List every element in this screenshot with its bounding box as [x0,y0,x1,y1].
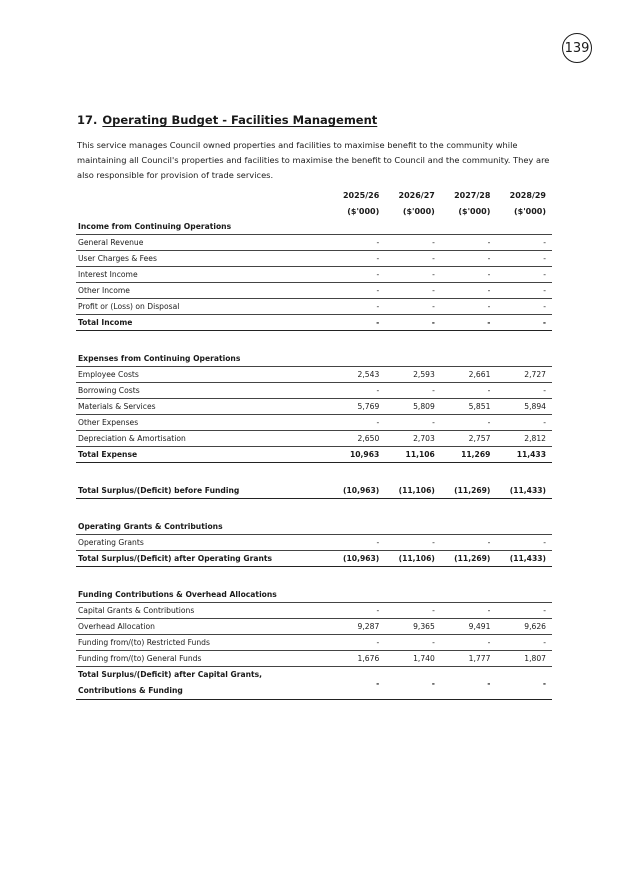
total-label-line: Total Surplus/(Deficit) after Capital Grants, [78,670,263,679]
intro-paragraph: This service manages Council owned properties and facilities to maximise benefit to the community while maintaining all Council's properties and facilities to maximise the benefit to Council and the community. They are also responsible for provision of trade services. [77,140,550,181]
page-number: 139 [562,33,592,63]
table-row: General Revenue - - - - [76,235,552,251]
col-year: 2025/26 [342,190,380,200]
total-row: Total Expense 10,963 11,106 11,269 11,433 [76,447,552,463]
total-row: Total Surplus/(Deficit) before Funding (10,963) (11,106) (11,269) (11,433) [76,483,552,499]
table-row: Employee Costs 2,543 2,593 2,661 2,727 [76,367,552,383]
col-unit: ($'000) [513,206,546,216]
total-label-line: Contributions & Funding [78,686,183,695]
col-year: 2028/29 [509,190,546,200]
col-unit: ($'000) [347,206,380,216]
table-row: Other Expenses - - - - [76,415,552,431]
col-unit: ($'000) [458,206,491,216]
table-row: Other Income - - - - [76,283,552,299]
section-title: Operating Budget - Facilities Management [102,113,378,127]
section-header-row: Income from Continuing Operations [76,219,552,235]
section-header-row: Expenses from Continuing Operations [76,351,552,367]
section-heading [77,113,377,127]
table-row: Profit or (Loss) on Disposal - - - - [76,299,552,315]
table-row: Overhead Allocation 9,287 9,365 9,491 9,626 [76,619,552,635]
header-units-row [76,203,552,219]
header-years-row [76,187,552,203]
section-number: 17. [77,113,98,127]
section-header-row: Funding Contributions & Overhead Allocations [76,587,552,603]
table-row: Operating Grants - - - - [76,535,552,551]
col-unit: ($'000) [402,206,435,216]
table-row: Funding from/(to) Restricted Funds - - - - [76,635,552,651]
table-row: Funding from/(to) General Funds 1,676 1,740 1,777 1,807 [76,651,552,667]
budget-table [76,187,552,700]
col-year: 2027/28 [454,190,491,200]
section-header-row: Operating Grants & Contributions [76,519,552,535]
col-year: 2026/27 [398,190,435,200]
table-row: Capital Grants & Contributions - - - - [76,603,552,619]
table-row: Interest Income - - - - [76,267,552,283]
total-row: Total Surplus/(Deficit) after Capital Grants, Contributions & Funding - - - - [76,667,552,700]
table-row: User Charges & Fees - - - - [76,251,552,267]
table-row: Materials & Services 5,769 5,809 5,851 5,894 [76,399,552,415]
total-row: Total Surplus/(Deficit) after Operating Grants (10,963) (11,106) (11,269) (11,433) [76,551,552,567]
table-row: Borrowing Costs - - - - [76,383,552,399]
table-row: Depreciation & Amortisation 2,650 2,703 2,757 2,812 [76,431,552,447]
total-row: Total Income - - - - [76,315,552,331]
